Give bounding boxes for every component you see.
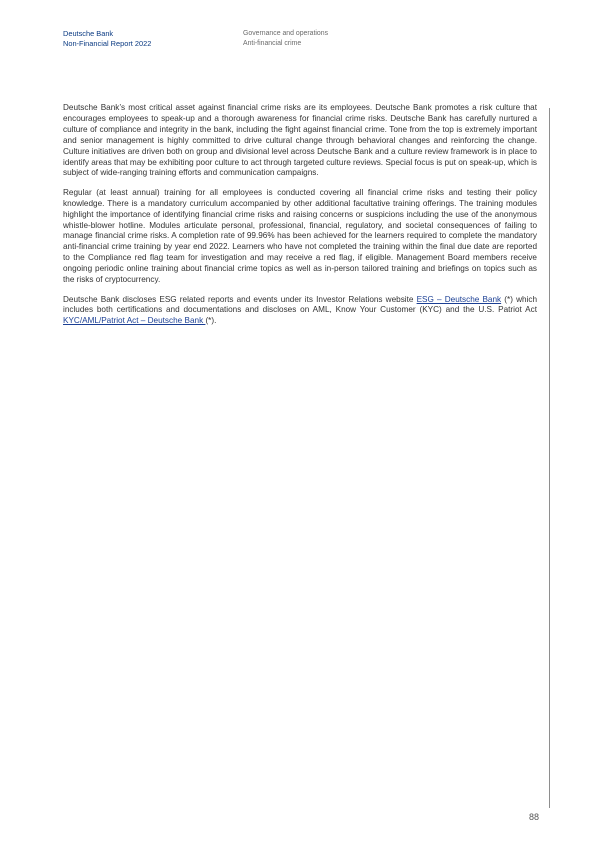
esg-link[interactable]: ESG – Deutsche Bank [416, 294, 502, 304]
paragraph-training: Regular (at least annual) training for all employees is conducted covering all financial crime risks and testing their policy knowledge. There is a mandatory curriculum accompanied by other additional facultative training offerings. The training modules highlight the importance of identifying financial crime risks and raising concerns or suspicions including the use of the anonymous whistle-blower hotline. Modules articulate personal, professional, financial, regulatory, and societal consequences of failing to manage financial crime risks. A completion rate of 99.96% has been achieved for the learners required to complete the mandatory anti-financial crime training by year end 2022. Learners who have not completed the training within the final due date are reported to the Compliance red flag team for investigation and may receive a red flag, if eligible. Management Board members receive ongoing periodic online training about financial crime topics as well as in-person tailored training and briefings on topics such as the risks of cryptocurrency. [63, 187, 537, 285]
report-title: Non-Financial Report 2022 [63, 39, 152, 48]
paragraph-risk-culture: Deutsche Bank’s most critical asset against financial crime risks are its employees. Deutsche Bank promotes a risk culture that encourages employees to speak-up and a thorough awareness for financial crime risks. Deutsche Bank has carefully nurtured a culture of compliance and integrity in the bank, including the fight against financial crime. Tone from the top is extremely important and senior management is highly committed to drive cultural change through behavioral changes and reinforcing the change. Culture initiatives are driven both on group and divisional level across Deutsche Bank and a culture review framework is in place to identify areas that may be exhibiting poor culture to act through targeted culture reviews. Special focus is put on speak-up, which is subject of wide-ranging training efforts and communication campaigns. [63, 103, 537, 178]
page-number: 88 [528, 812, 539, 822]
header-section [243, 29, 328, 49]
main-content [63, 103, 537, 336]
company-name: Deutsche Bank [63, 29, 114, 38]
disclosure-text-1: Deutsche Bank discloses ESG related reports and events under its Investor Relations website [63, 294, 417, 304]
disclosure-text-3: (*). [205, 316, 217, 326]
header-brand [63, 29, 151, 49]
margin-divider [549, 108, 550, 808]
subsection-title: Anti-financial crime [243, 40, 302, 47]
paragraph-disclosures [63, 295, 537, 328]
section-title: Governance and operations [243, 30, 329, 37]
disclosure-text-2: (*) which includes both certifications and documentations and discloses on AML, Know Your Customer (KYC) and the U.S. Patriot Act [63, 294, 538, 315]
kyc-aml-link[interactable]: KYC/AML/Patriot Act – Deutsche Bank [63, 316, 206, 326]
